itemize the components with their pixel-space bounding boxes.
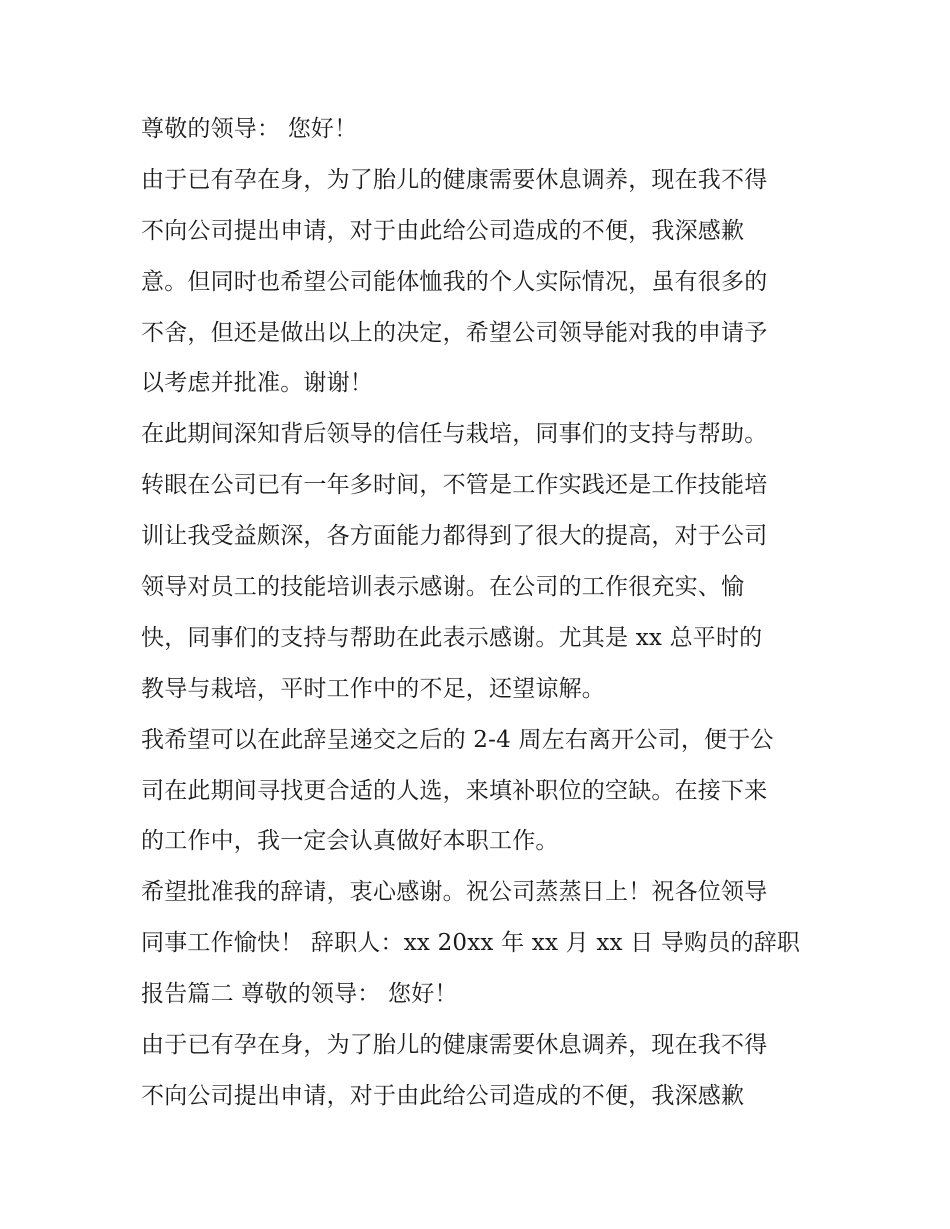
text-line-signature: 同事工作愉快！ 辞职人：xx 20xx 年 xx 月 xx 日 导购员的辞职: [141, 930, 801, 957]
text-line: 我希望可以在此辞呈递交之后的 2-4 周左右离开公司，便于公: [141, 726, 774, 753]
text-line: 意。但同时也希望公司能体恤我的个人实际情况，虽有很多的: [141, 268, 768, 295]
text-line: 以考虑并批准。谢谢！: [141, 370, 373, 397]
text-line: 的工作中，我一定会认真做好本职工作。: [141, 828, 559, 855]
text-line: 不舍，但还是做出以上的决定，希望公司领导能对我的申请予: [141, 319, 768, 346]
text-line: 不向公司提出申请，对于由此给公司造成的不便，我深感歉: [141, 1082, 745, 1109]
text-line: 转眼在公司已有一年多时间，不管是工作实践还是工作技能培: [141, 472, 768, 499]
text-line: 训让我受益颇深，各方面能力都得到了很大的提高，对于公司: [141, 523, 768, 550]
text-line: 希望批准我的辞请，衷心感谢。祝公司蒸蒸日上！祝各位领导: [141, 879, 768, 906]
text-line: 教导与栽培，平时工作中的不足，还望谅解。: [141, 675, 605, 702]
text-line-section-two-heading: 报告篇二 尊敬的领导： 您好！: [141, 981, 458, 1008]
document-body: [141, 104, 821, 1122]
text-line: 司在此期间寻找更合适的人选，来填补职位的空缺。在接下来: [141, 777, 768, 804]
text-line: 由于已有孕在身，为了胎儿的健康需要休息调养，现在我不得: [141, 166, 768, 193]
text-line: 由于已有孕在身，为了胎儿的健康需要休息调养，现在我不得: [141, 1032, 768, 1059]
text-line: 领导对员工的技能培训表示感谢。在公司的工作很充实、愉: [141, 574, 745, 601]
text-line-greeting: 尊敬的领导： 您好！: [141, 116, 358, 142]
text-line: 在此期间深知背后领导的信任与栽培，同事们的支持与帮助。: [141, 421, 768, 448]
text-line: 快，同事们的支持与帮助在此表示感谢。尤其是 xx 总平时的: [141, 624, 763, 651]
text-line: 不向公司提出申请，对于由此给公司造成的不便，我深感歉: [141, 217, 745, 244]
